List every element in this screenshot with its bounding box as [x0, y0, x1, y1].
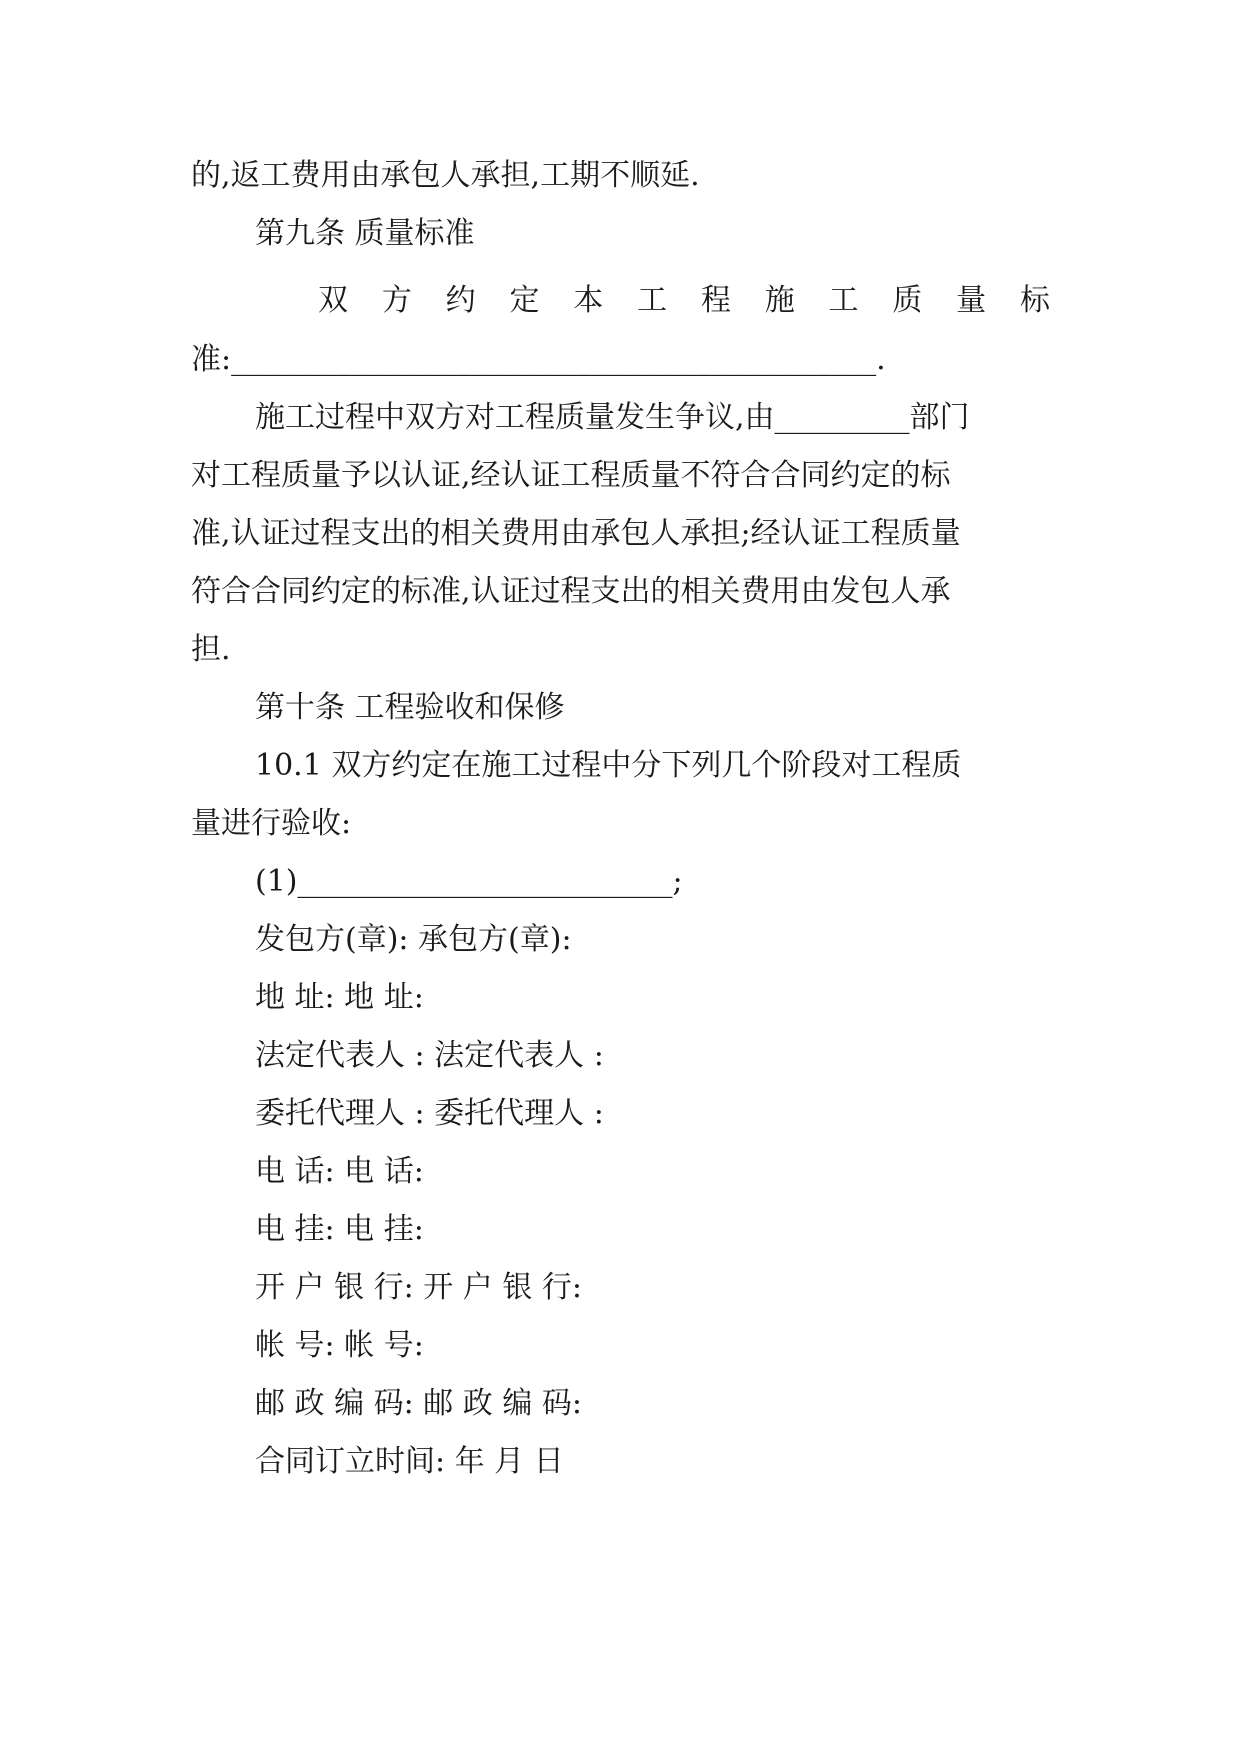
dispute-paragraph-line-2: 对工程质量予以认证,经认证工程质量不符合合同约定的标: [191, 458, 951, 493]
dispute-paragraph-line-3: 准,认证过程支出的相关费用由承包人承担;经认证工程质量: [191, 516, 961, 551]
bank-line: 开 户 银 行: 开 户 银 行:: [255, 1270, 582, 1305]
quality-standard-spaced-line: [318, 281, 1050, 321]
spaced-char: 工: [637, 283, 668, 318]
account-number-line: 帐 号: 帐 号:: [255, 1328, 424, 1363]
contract-date-line: 合同订立时间: 年 月 日: [255, 1444, 564, 1479]
authorized-agent-line: 委托代理人 : 委托代理人 :: [255, 1096, 604, 1131]
article-10-heading: 第十条 工程验收和保修: [255, 690, 565, 725]
dispute-paragraph-line-5: 担.: [191, 632, 231, 667]
legal-representative-line: 法定代表人 : 法定代表人 :: [255, 1038, 604, 1073]
text-line-continuation: 的,返工费用由承包人承担,工期不顺延.: [191, 158, 700, 193]
spaced-char: 质: [892, 283, 923, 318]
spaced-char: 程: [700, 283, 731, 318]
party-seal-line: 发包方(章): 承包方(章):: [255, 922, 572, 957]
spaced-char: 本: [573, 283, 604, 318]
spaced-char: 双: [318, 283, 348, 318]
address-line: 地 址: 地 址:: [255, 980, 424, 1015]
telephone-line: 电 话: 电 话:: [255, 1154, 424, 1189]
spaced-char: 施: [764, 283, 795, 318]
article-9-heading: 第九条 质量标准: [255, 216, 475, 251]
acceptance-stage-1-line: (1)_________________________;: [255, 864, 683, 899]
clause-10-1-line-1: 10.1 双方约定在施工过程中分下列几个阶段对工程质: [255, 748, 962, 783]
spaced-char: 方: [381, 283, 412, 318]
spaced-char: 量: [956, 283, 987, 318]
spaced-char: 约: [445, 283, 476, 318]
postal-code-line: 邮 政 编 码: 邮 政 编 码:: [255, 1386, 582, 1421]
dispute-paragraph-line-4: 符合合同约定的标准,认证过程支出的相关费用由发包人承: [191, 574, 951, 609]
telegraph-line: 电 挂: 电 挂:: [255, 1212, 424, 1247]
clause-10-1-line-2: 量进行验收:: [191, 806, 352, 841]
quality-standard-blank-line: 准:___________________________________________.: [191, 342, 886, 377]
spaced-char: 定: [509, 283, 540, 318]
spaced-char: 标: [1019, 283, 1050, 318]
spaced-char: 工: [828, 283, 859, 318]
dispute-paragraph-line-1: 施工过程中双方对工程质量发生争议,由_________部门: [255, 400, 970, 435]
